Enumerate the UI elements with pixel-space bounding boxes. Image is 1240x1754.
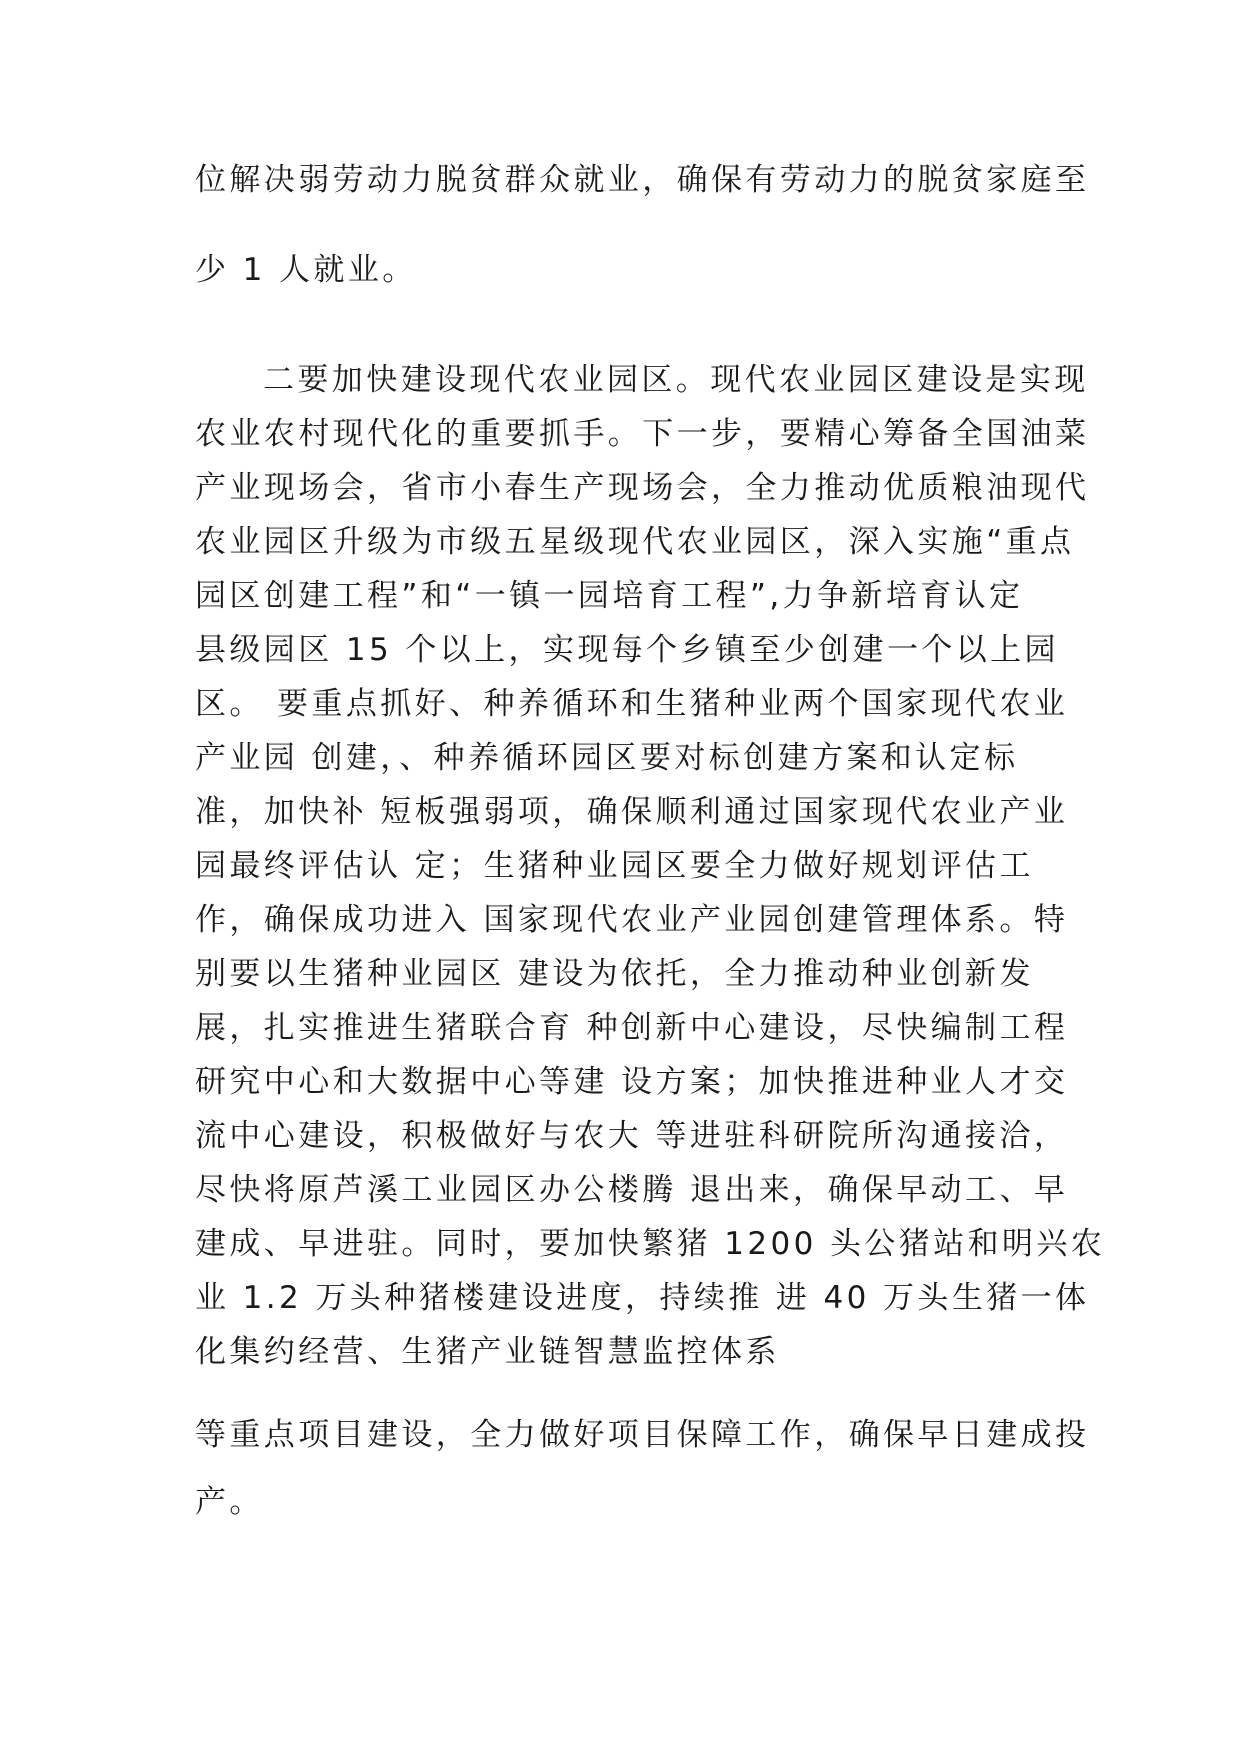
p1-line-2: 少 1 人就业。 — [195, 252, 417, 288]
p2-line-7: 区。 要重点抓好、种养循环和生猪种业两个国家现代农业 — [195, 686, 1069, 722]
p2-line-2: 农业农村现代化的重要抓手。下一步，要精心筹备全国油菜 — [195, 416, 1090, 452]
p2-line-16: 尽快将原芦溪工业园区办公楼腾 退出来，确保早动工、早 — [195, 1172, 1069, 1208]
p2-line-5: 园区创建工程”和“一镇一园培育工程”,力争新培育认定 — [195, 578, 1024, 614]
p2-line-6: 县级园区 15 个以上，实现每个乡镇至少创建一个以上园 — [195, 632, 1059, 668]
p2-line-3: 产业现场会，省市小春生产现场会，全力推动优质粮油现代 — [195, 470, 1090, 506]
p3-line-2: 产。 — [195, 1484, 264, 1520]
p2-line-14: 研究中心和大数据中心等建 设方案；加快推进种业人才交 — [195, 1064, 1069, 1100]
p2-line-17: 建成、早进驻。同时，要加快繁猪 1200 头公猪站和明兴农 — [195, 1226, 1106, 1262]
p2-line-9: 准，加快补 短板强弱项，确保顺利通过国家现代农业产业 — [195, 794, 1069, 830]
p2-line-8: 产业园 创建，、种养循环园区要对标创建方案和认定标 — [195, 740, 1019, 776]
p2-line-18: 业 1.2 万头种猪楼建设进度，持续推 进 40 万头生猪一体 — [195, 1280, 1090, 1316]
p1-line-1: 位解决弱劳动力脱贫群众就业，确保有劳动力的脱贫家庭至 — [195, 162, 1090, 198]
p2-line-11: 作，确保成功进入 国家现代农业产业园创建管理体系。特 — [195, 902, 1069, 938]
p2-line-12: 别要以生猪种业园区 建设为依托，全力推动种业创新发 — [195, 956, 1034, 992]
p2-line-15: 流中心建设，积极做好与农大 等进驻科研院所沟通接洽， — [195, 1118, 1069, 1154]
p3-line-1: 等重点项目建设，全力做好项目保障工作，确保早日建成投 — [195, 1417, 1090, 1453]
p2-line-4: 农业园区升级为市级五星级现代农业园区，深入实施“重点 — [195, 524, 1075, 560]
p2-line-10: 园最终评估认 定；生猪种业园区要全力做好规划评估工 — [195, 848, 1034, 884]
p2-line-19: 化集约经营、生猪产业链智慧监控体系 — [195, 1334, 780, 1370]
p2-line-13: 展，扎实推进生猪联合育 种创新中心建设，尽快编制工程 — [195, 1010, 1069, 1046]
p2-line-1: 二要加快建设现代农业园区。现代农业园区建设是实现 — [263, 362, 1089, 398]
